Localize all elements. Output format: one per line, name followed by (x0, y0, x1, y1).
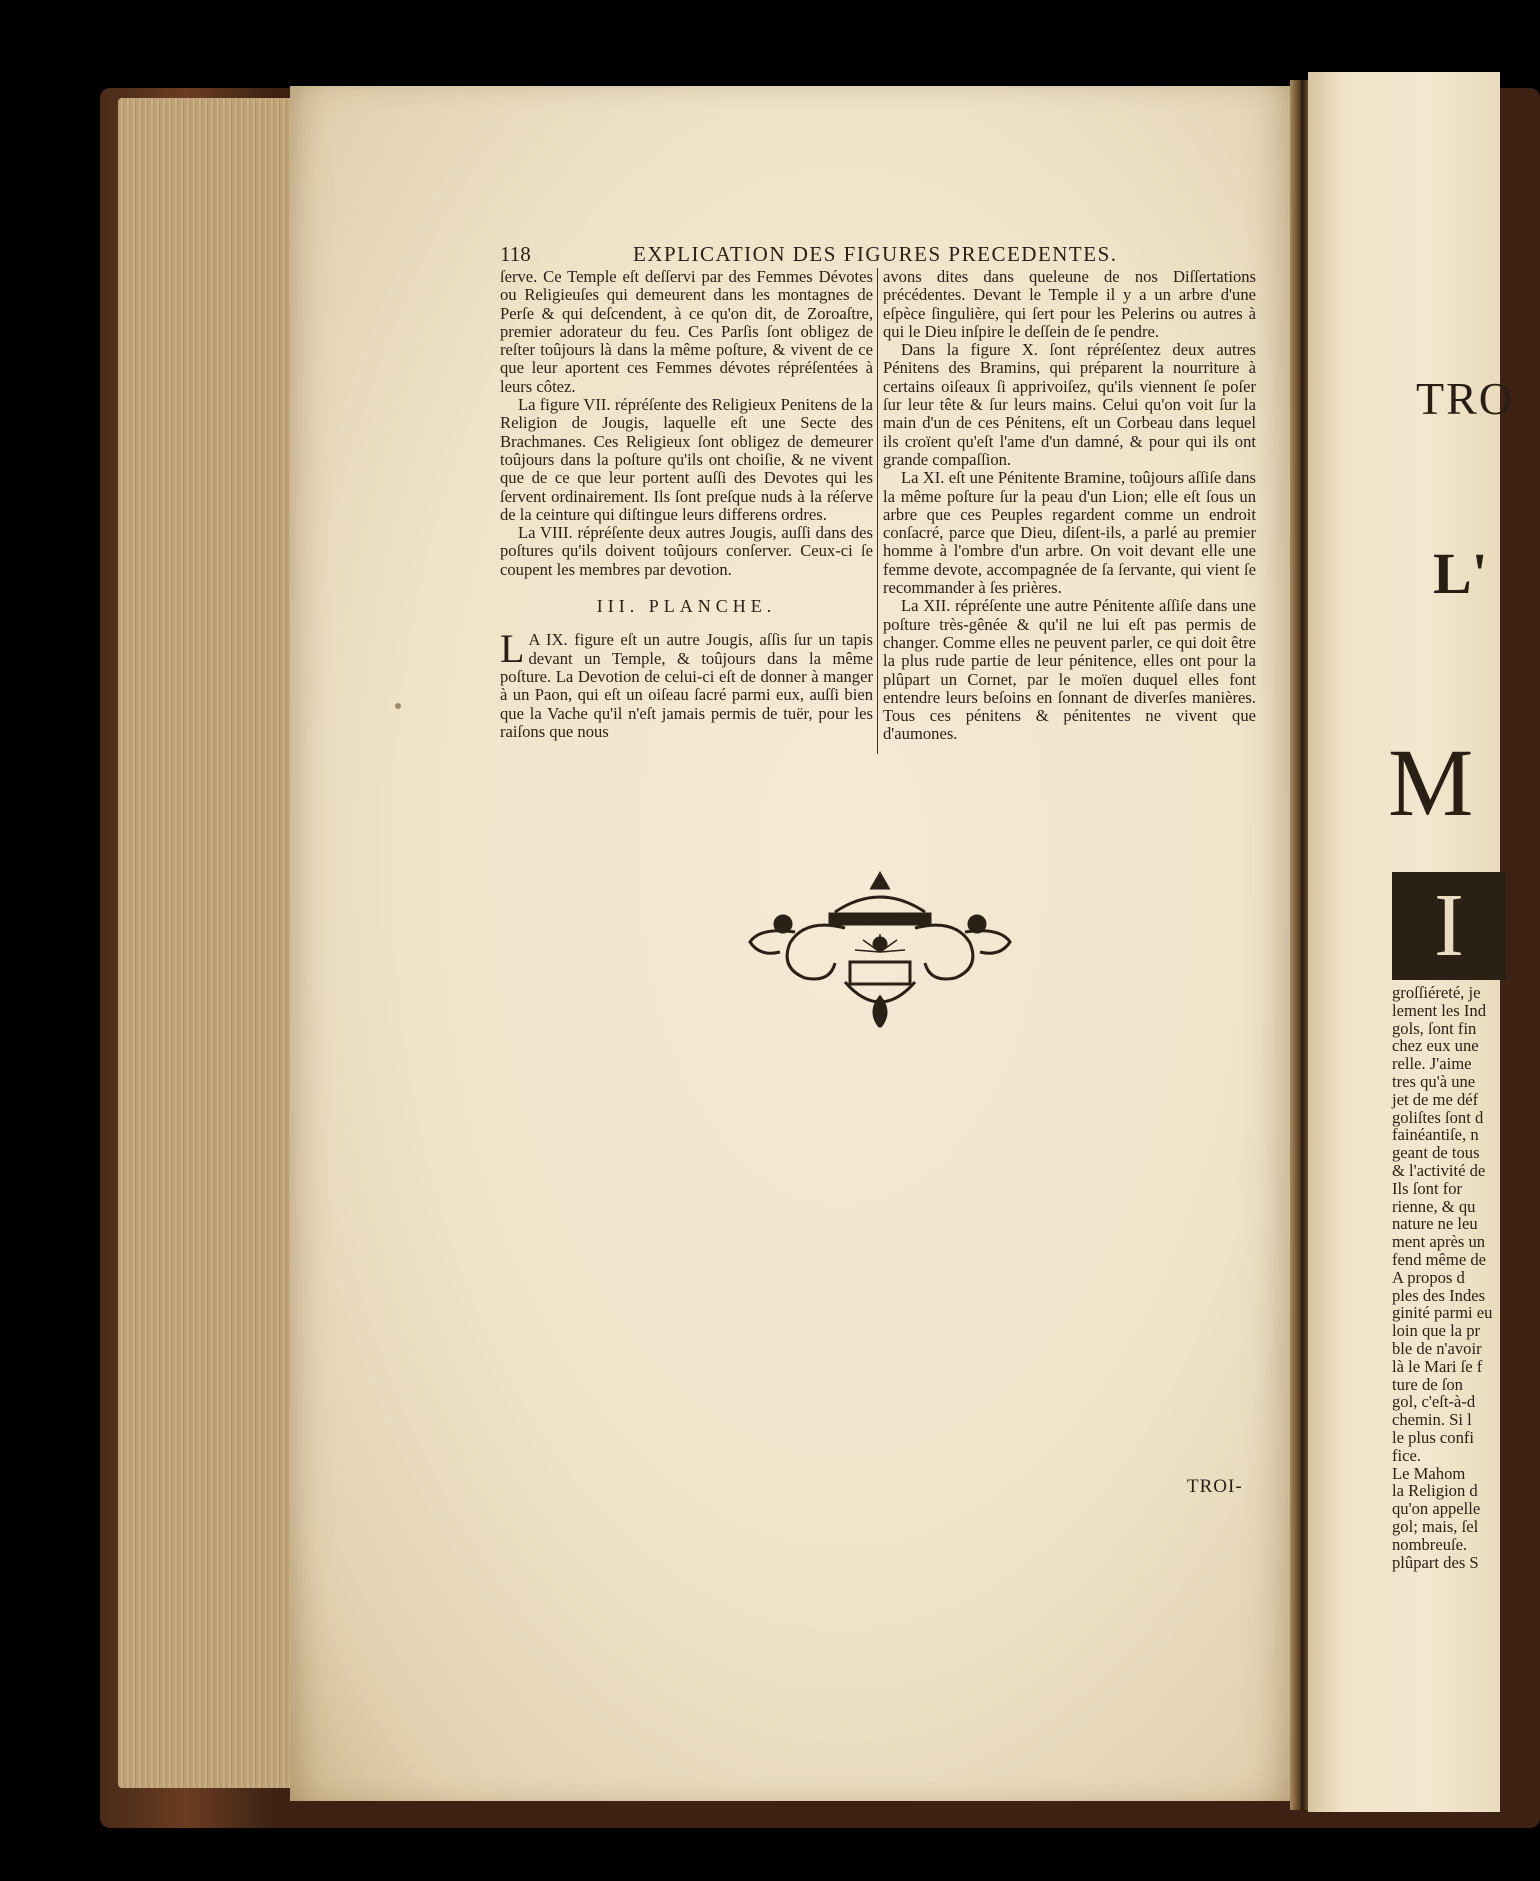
right-page-large-letter: M (1388, 729, 1474, 836)
text-line-fragment: relle. J'aime (1392, 1054, 1472, 1074)
text-line-fragment: fice. (1392, 1445, 1422, 1465)
paragraph: La figure VII. répréſente des Religieux Penitens de la Religion de Jougis, laquelle eſt une Secte des Brachmanes. Ces Religieux ſont obligez de demeurer toûjours dans la poſture qu'ils ont choiſie, & ne vivent que de ce que leur portent auſſi des Devotes qui les ſervent ordinairement. Ils ſont preſque nuds à la réſerve de la ceinture qui diſtingue leurs differens ordres. (500, 395, 873, 524)
right-page-title-fragment: TRO (1416, 373, 1514, 424)
page-number: 118 (500, 242, 531, 266)
text-line-fragment: gols, ſont fin (1392, 1018, 1477, 1038)
text-line-fragment: le plus confi (1392, 1427, 1475, 1447)
paragraph: La XI. eſt une Pénitente Bramine, toûjours aſſiſe dans la même poſture ſur la peau d'un Lion; elle eſt ſous un arbre que ces Peuples regardent comme un endroit conſacré, parce que Dieu, diſent-ils, a parlé au premier homme à l'ombre d'un arbre. On voit devant elle une femme devote, accompagnée de ſa ſervante, qui vient ſe recommander à ſes prières. (883, 468, 1256, 598)
text-line-fragment: loin que la pr (1392, 1321, 1481, 1341)
right-page (1308, 72, 1514, 1812)
text-line-fragment: groſſiéreté, je (1392, 983, 1481, 1002)
text-line-fragment: là le Mari ſe f (1392, 1356, 1483, 1376)
text-line-fragment: Le Mahom (1392, 1463, 1466, 1483)
text-line-fragment: nature ne leu (1392, 1214, 1478, 1234)
text-line-fragment: qu'on appelle (1392, 1499, 1481, 1519)
text-line-fragment: A propos d (1392, 1267, 1465, 1287)
text-line-fragment: chemin. Si l (1392, 1410, 1472, 1430)
paragraph-text: A IX. figure eſt un autre Jougis, aſſis ſur un tapis devant un Temple, & toûjours dans la même poſture. La Devotion de celui-ci eſt de donner à manger à un Paon, qui eſt un oiſeau ſacré parmi eux, auſſi bien que la Vache qu'il n'eſt jamais permis de tuër, pour les raiſons que nous (500, 630, 873, 741)
plate-heading: III. PLANCHE. (596, 596, 777, 617)
paragraph: La VIII. répréſente deux autres Jougis, auſſi dans des poſtures qu'ils doivent toûjours conſerver. Ceux-ci ſe coupent les membres par devotion. (500, 523, 873, 579)
text-line-fragment: ginité parmi eu (1392, 1303, 1493, 1323)
text-line-fragment: lement les Ind (1392, 1000, 1487, 1020)
decorated-initial-icon (1392, 872, 1506, 980)
right-page-subtitle-fragment: L' (1433, 541, 1488, 606)
paragraph: Dans la figure X. ſont répréſentez deux autres Pénitens des Bramins, qui préparent la nourriture à certains oiſeaux ſi apprivoiſez, qu'ils viennent ſe poſer ſur leur tête & ſur leurs mains. Celui qu'on voit ſur la main d'un de ces Pénitens, eſt un Corbeau dans lequel ils croïent qu'eſt l'ame d'un damné, & pour qui ils ont grande compaſſion. (883, 340, 1256, 469)
catchword: TROI- (1187, 1476, 1243, 1497)
text-line-fragment: ment après un (1392, 1232, 1486, 1252)
running-head-title: EXPLICATION DES FIGURES PRECEDENTES. (633, 242, 1118, 266)
text-line-fragment: ble de n'avoir (1392, 1338, 1482, 1358)
text-column-left (500, 268, 873, 741)
text-line-fragment: tres qu'à une (1392, 1071, 1476, 1091)
text-line-fragment: Ils ſont for (1392, 1178, 1463, 1198)
paragraph: ſerve. Ce Temple eſt deſſervi par des Femmes Dévotes ou Religieuſes qui demeurent dans les montagnes de Perſe & qui deſcendent, à ce qu'on dit, de Zoroaſtre, premier adorateur du feu. Ces Parſis ſont obligez de reſter toûjours là dans la même poſture, & vivent de ce que leur aportent ces Femmes dévotes répréſentées à leurs côtez. (500, 267, 873, 396)
text-line-fragment: chez eux une (1392, 1036, 1479, 1056)
text-line-fragment: nombreuſe. (1392, 1534, 1468, 1554)
right-page-text-fragments (1392, 984, 1512, 1571)
text-line-fragment: geant de tous (1392, 1143, 1480, 1163)
text-line-fragment: fend même de (1392, 1249, 1486, 1269)
text-line-fragment: rienne, & qu (1392, 1196, 1476, 1216)
text-line-fragment: fainéantiſe, n (1392, 1125, 1479, 1145)
text-column-right (883, 268, 1256, 744)
paragraph: avons dites dans queleune de nos Diſſertations précédentes. Devant le Temple il y a un arbre d'une eſpèce ſingulière, qui ſert pour les Pelerins ou autres à qui le Dieu inſpire le deſſein de ſe pendre. (883, 267, 1256, 341)
text-line-fragment: la Religion d (1392, 1481, 1478, 1501)
text-line-fragment: jet de me déf (1392, 1089, 1479, 1109)
page-edges (118, 98, 298, 1788)
tailpiece-vignette-icon (735, 862, 1025, 1052)
text-line-fragment: & l'activité de (1392, 1160, 1486, 1180)
text-line-fragment: gol; mais, ſel (1392, 1516, 1479, 1536)
text-line-fragment: gol, c'eſt-à-d (1392, 1392, 1476, 1412)
text-line-fragment: ples des Indes (1392, 1285, 1486, 1305)
paragraph-with-dropcap (500, 626, 873, 741)
foxing-spot (395, 703, 401, 709)
initial-letter: I (1434, 876, 1464, 975)
text-line-fragment: plûpart des S (1392, 1552, 1479, 1572)
column-divider (877, 268, 878, 754)
text-line-fragment: goliſtes ſont d (1392, 1107, 1484, 1127)
running-head (500, 242, 1282, 268)
drop-cap: L (500, 626, 525, 672)
text-line-fragment: ture de ſon (1392, 1374, 1463, 1394)
paragraph: La XII. répréſente une autre Pénitente aſſiſe dans une poſture très-gênée & qu'il ne lui eſt pas permis de changer. Comme elles ne peuvent parler, ce qui doit être la plus rude partie de leur pénitence, elles ont pour la plûpart un Cornet, par le moïen duquel elles font entendre leurs beſoins en ſonnant de diverſes manières. Tous ces pénitens & pénitentes ne vivent que d'aumones. (883, 596, 1257, 744)
